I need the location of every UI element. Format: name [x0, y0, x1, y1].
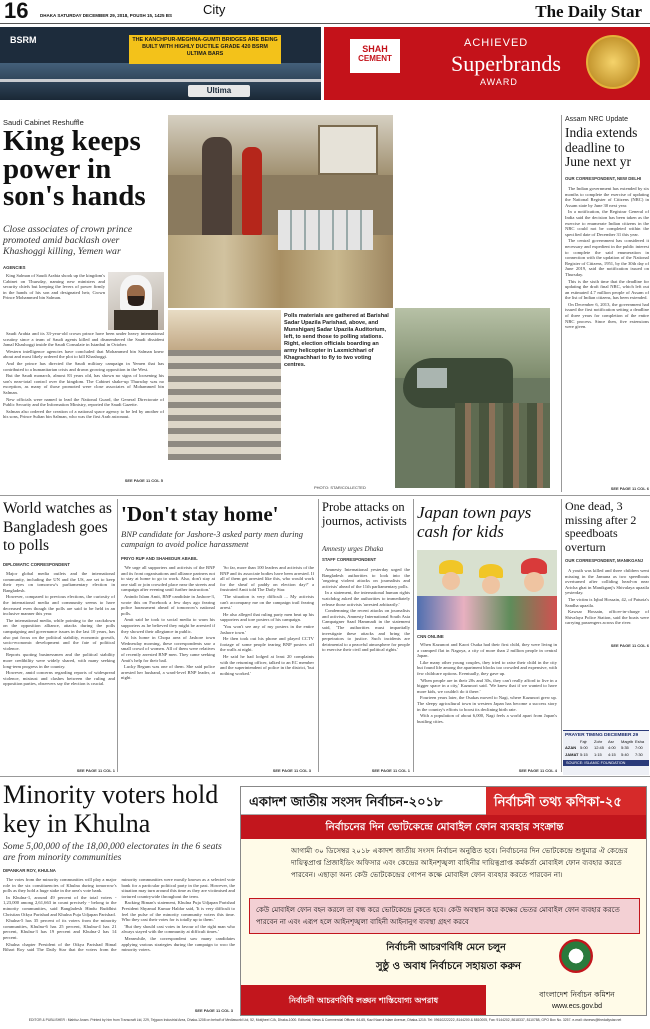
- section-rule: [0, 776, 650, 777]
- japan-para: Fourteen years later, the Osakas moved to Nagi, where Kazunori grew up. The sleepy agricultural town in western Japan has become a success story in the country's efforts to boost its declining birth rate.: [417, 695, 557, 712]
- assam-kicker: Assam NRC Update: [565, 116, 629, 123]
- page-number: 16: [4, 0, 29, 23]
- prayer-timing-box: [563, 730, 649, 775]
- prayer-row-azan: [563, 744, 649, 751]
- crown-prince-photo: [108, 272, 164, 330]
- ec-footer-url: www.ecs.gov.bd: [551, 1003, 603, 1010]
- speedboat-headline: One dead, 3 missing after 2 speedboats overturn: [565, 499, 637, 554]
- world-body: [3, 571, 115, 766]
- kid-face-2: [482, 576, 500, 594]
- japan-kids-photo: [417, 550, 557, 630]
- minority-para: 'But they should cast votes in favour of the right man who always stayed with the community at difficult times.': [121, 923, 235, 935]
- prayer-cell: 1:15: [594, 752, 602, 757]
- assam-headline: India extends deadline to June next yr: [565, 125, 638, 169]
- caption-text: Polls materials are gathered at Barishal Sadar Upazila Parishad, above, and Munshiganj Sadar Upazila Auditorium, left, to send those to polling stations. Right, election officials boarding an army helicopter in Laxmichhari of Khagrachhari to fly to two voting centres.: [284, 313, 389, 368]
- world-continued: SEE PAGE 11 COL 1: [76, 768, 115, 773]
- ec-title-right: নির্বাচনী তথ্য কণিকা-২৫: [494, 795, 622, 810]
- award-text: AWARD: [480, 77, 518, 87]
- japan-para: 'When people are in their 20s and 30s, they can't really afford to live in a bigger space in a city,' Kazunori said. 'We knew that if we wanted to have more kids, we couldn't do it there.': [417, 677, 557, 694]
- section-name: City: [203, 2, 226, 17]
- prayer-cell: 5:15: [580, 752, 588, 757]
- minority-para: Backing Biman's statement, Khulna Puja Udjapan Parishad President Shyamal Kumar Haldar said, 'It is very difficult to feel the pulse of the minority community voters this time. Who they cast their votes for is totally up to them.': [121, 900, 235, 923]
- prayer-cell: 4:15: [608, 752, 616, 757]
- minority-continued: SEE PAGE 11 COL 3: [194, 1008, 233, 1013]
- prayer-cell: 4:00: [608, 745, 616, 750]
- stayhome-para: 'The situation is very difficult ... My activists can't accompany me on the campaign trail fearing arrest.': [220, 593, 314, 611]
- assam-para: On December 6, 2013, the government had issued the first notification setting a deadline of three years for completion of the entire NRC process. Since then, five extensions were given.: [565, 301, 649, 330]
- column-rule: [561, 115, 562, 492]
- ballot-boxes: [278, 210, 373, 250]
- shah-brand-1: SHAH: [362, 44, 388, 54]
- world-headline: World watches as Bangladesh goes to polls: [3, 500, 112, 554]
- photo-credit: PHOTO: STAR/COLLECTED: [314, 485, 366, 490]
- stayhome-para: He said he had lodged at least 20 complaints with the returning officer, talked to an EC member and the superintendent of police in the district, 'but nothing worked.': [220, 653, 314, 676]
- saudi-continued: SEE PAGE 11 COL 5: [124, 478, 163, 483]
- minority-para: Khulna chapter President of the Oikya Parishad Bimal Bihari Roy said The Daily Star that the voters from the minority communities were mostly known as a selected vote bank for a particular political party in the past. However, the situation may turn around this time as they are victimised and tortured countrywide throughout the term.: [3, 877, 235, 953]
- kids-clothes: [417, 596, 557, 630]
- stayhome-para: Amit said he took to social media to warn his supporters as he believed they might be arrested if they showed their allegiance in public.: [121, 617, 215, 634]
- assam-para: This is the sixth time that the deadline for updating the draft final NRC, which left out an estimated 4.7 million people of Assam of the list of Indian citizens, has been extended.: [565, 278, 649, 301]
- world-para: However, amid concerns regarding reports of widespread violence, mistrust and clashes between the ruling and opposition parties, observers say the election is crucial.: [3, 670, 115, 687]
- paper-logo: The Daily Star: [535, 2, 642, 21]
- ec-slogan-2: সুষ্ঠু ও অবাধ নির্বাচনে সহায়তা করুন: [376, 961, 521, 972]
- prayer-cell: 5:40: [621, 752, 629, 757]
- stayhome-byline: PRIYO RUP AND SHAHEDUR ABABIL: [121, 556, 198, 561]
- saudi-byline: AGENCIES: [3, 265, 26, 270]
- superbrands-text: Superbrands: [451, 51, 561, 76]
- ultima-logo: [188, 85, 250, 97]
- saudi-para: Saudi Arabia and its 33-year-old crown prince have been under heavy international scrutiny since a team of Saudi agents killed and dismembered the Saudi dissident Jamal Khashoggi inside the Saudi Consulate in Istanbul in October.: [3, 331, 164, 348]
- column-rule: [318, 499, 319, 772]
- saudi-para: But the Saudi monarch, almost 83 years old, has shown no signs of loosening his son's near-total control over the kingdom. The Cabinet shake-up Thursday was no exception, as many of those promoted were close associates of Mohammed bin Salman.: [3, 373, 164, 395]
- hall-wall: [168, 310, 281, 350]
- photo-helicopter: [395, 115, 396, 116]
- stayhome-para: He also alleged that ruling party men beat up his supporters and tore posters of his campaign.: [220, 611, 314, 623]
- photo-caption: [284, 313, 392, 450]
- helicopter-window: [417, 368, 447, 388]
- speedboat-body: [565, 568, 649, 641]
- assam-para: In a notification, the Registrar General of India said the decision has been taken as the exercise to enumerate Indian citizens in the NRC could not be completed within the specified date of December 31 this year.: [565, 209, 649, 237]
- japan-para: When Kazunori and Kaori Osaka had their first child, they were living in a cramped flat in Nagoya, a city of more than 2 million people in central Japan.: [417, 642, 557, 659]
- shah-brand-2: CEMENT: [358, 54, 392, 63]
- prayer-cell: 5:00: [580, 745, 588, 750]
- stayhome-para: 'So far, more than 100 leaders and activists of the BNP and its associate bodies have been arrested. If all of them get arrested like this, who would work for the sheaf of paddy on election day?' a frustrated Amit told The Daily Star.: [220, 565, 314, 593]
- column-rule: [117, 499, 118, 772]
- assam-para: The Indian government has extended by six months to complete the exercise of updating the National Register of Citizens (NRC) in Assam state by June 30 next year.: [565, 186, 649, 208]
- imprint: EDITOR & PUBLISHER : Mahfuz Anam. Printed by him from Transcraft Ltd, 229, Tejgaon Industrial Area, Dhaka-1208 on behalf of Mediaworld Ltd, 52, Motijheel C/A, Dhaka-1000. Editorial, News & Commercial Offices: 64-65, Kazi Nazrul Islam Avenue, Dhaka-1215. Tel: 09610222222, 8144200 & 8810005, Fax: 9144202, 8618337, 8110788, GPO Box No. 3257. e-mail: dsnews@thedailystar.net: [28, 1018, 622, 1022]
- stayhome-body: [121, 565, 314, 765]
- stayhome-para: 'We urge all supporters and activists of the BNP and its front organisations and alliance partners not to stay at home to go to work. Also, don't stay at one stall or join crowded place near the streets and campaign after evening until further instruction.': [121, 565, 215, 593]
- japan-para: Like many other young couples, they tried to raise their child in the city but found life among the apartment blocks too crowded and expensive, with few childcare options. Eventually, they gave up.: [417, 659, 557, 676]
- prayer-col: Fajr: [580, 739, 587, 744]
- shah-logo-box: [350, 39, 400, 73]
- saudi-para: And the prince has directed the Saudi military campaign in Yemen that has contributed to a humanitarian crisis and drawn growing opposition in the West.: [3, 360, 164, 372]
- bridge-deck: [0, 79, 321, 82]
- prayer-row-jamat: [563, 751, 649, 758]
- stayhome-para: Lucky Begum was one of them. She said police arrested her husband, a ward-level BNP leader, at night.: [121, 664, 215, 681]
- ec-logo: [559, 939, 593, 973]
- assam-body: [565, 186, 649, 486]
- prayer-cell: JAMAT: [565, 752, 579, 757]
- shah-cement-ad: [324, 27, 650, 100]
- probe-body: [322, 567, 410, 765]
- man-red: [242, 147, 262, 235]
- ec-para-2: কেউ মোবাইল ফোন বহন করলে তা বন্ধ করে ভোটকেন্দ্রে ঢুকতে হবে। কেউ অবস্থান করে কক্ষের ভেতর মোবাইল ফোন ব্যবহার করতে পারবেন না এবং এরূপ হলে আইনশৃঙ্খলা বাহিনী আইনানুগ ব্যবস্থা গ্রহণ করবে: [249, 898, 640, 934]
- saudi-body-lower: [3, 331, 164, 474]
- ec-banner: নির্বাচনের দিন ভোটকেন্দ্রে মোবাইল ফোন ব্যবহার সংক্রান্ত: [241, 815, 647, 839]
- japan-headline: Japan town pays cash for kids: [417, 503, 532, 541]
- minority-body: [3, 877, 235, 1007]
- minority-byline: DIPANKAR ROY, KHULNA: [3, 868, 56, 873]
- japan-continued: SEE PAGE 11 COL 4: [518, 768, 557, 773]
- minority-para: Meanwhile, the correspondent saw many candidates applying various strategies during the campaign to woo the minority voters.: [121, 935, 235, 953]
- ec-ad: [240, 786, 647, 1016]
- saudi-standfirst: Close associates of crown prince promoted amid backlash over Khashoggi killing, Yemen war: [3, 224, 133, 257]
- prayer-source: SOURCE: ISLAMIC FOUNDATION: [563, 760, 649, 766]
- japan-para: With a population of about 6,000, Nagi feels a world apart from Japan's bustling cities.: [417, 713, 557, 724]
- ultima-label: Ultima: [206, 86, 232, 95]
- probe-para: In a statement, the international human rights watchdog asked the authorities to immediately release those activists 'arrested arbitrarily.': [322, 590, 410, 607]
- probe-para: Condemning the recent attacks on journalists and activists, Amnesty International South Asia Campaigner Saad Hammadi in the statement said, 'The authorities must impartially investigate these attacks and bring the perpetrators to justice. Such incidents are detrimental to a peaceful atmosphere for people to exercise their civil and political rights.': [322, 608, 410, 653]
- ec-footer-org: বাংলাদেশ নির্বাচন কমিশন: [539, 990, 615, 999]
- stayhome-para: 'You won't see any of my posters in the entire Jashore town.': [220, 623, 314, 635]
- achieved-text: ACHIEVED: [464, 37, 529, 49]
- japan-body: [417, 642, 557, 765]
- world-para: Major global media outlets and the international community, including the UN and the US, are set to keep their eyes on tomorrow's parliamentary election in Bangladesh.: [3, 571, 115, 593]
- bsrm-logo: BSRM: [10, 35, 37, 45]
- ec-footer-left: নির্বাচনী আচরণবিধি লঙ্ঘন শাস্তিযোগ্য অপরাধ: [241, 985, 486, 1016]
- saudi-para: Salman also ordered the creation of a national space agency to be led by another of his sons, Prince Sultan bin Salman, who was the first Arab astronaut.: [3, 408, 164, 420]
- world-para: Reports quoting businessmen and the political stability more credibility were widely shared, with many seeking long-term progress in the country.: [3, 652, 115, 669]
- section-rule: [0, 495, 650, 496]
- speedboat-para: A youth was killed and three children went missing in the Jamuna as two speedboats overturned after colliding head-on near Aricha ghat in Manikganj's Shivalaya upazila yesterday.: [565, 568, 649, 596]
- probe-standfirst: Amnesty urges Dhaka: [322, 545, 384, 553]
- date-line: DHAKA SATURDAY DECEMBER 29, 2018, POUSH 15, 1425 BS: [40, 13, 173, 18]
- saudi-kicker: Saudi Cabinet Reshuffle: [3, 118, 84, 127]
- bsrm-headline-box: [129, 35, 281, 64]
- prayer-cell: 12:45: [594, 745, 605, 750]
- window: [318, 125, 378, 175]
- ec-para-1: আগামী ৩০ ডিসেম্বর ২০১৮ একাদশ জাতীয় সংসদ নির্বাচন অনুষ্ঠিত হবে। নির্বাচনের দিন ভোটকেন্দ্রে শুধুমাত্র ঐ কেন্দ্রের দায়িত্বপ্রাপ্ত প্রিজাইডিং অফিসার এবং কেন্দ্রের আইনশৃঙ্খলা বাহিনীর দায়িত্বপ্রাপ্ত কর্মকর্তা মোবাইল ফোন ব্যবহার করতে পারবেন। এছাড়া অন্য কেউ ভোটকেন্দ্রের গোপন কক্ষে মোবাইল ফোন ব্যবহার করতে পারবেন না।: [291, 846, 628, 879]
- minority-standfirst: Some 5,00,000 of the 18,00,000 electorates in the 6 seats are from minority communities: [3, 841, 222, 863]
- speedboat-byline: OUR CORRESPONDENT, MANIKGANJ: [565, 558, 644, 563]
- prayer-col: Magrib: [621, 739, 634, 744]
- prayer-cell: 7:30: [635, 752, 643, 757]
- stayhome-para: At his home in Chopa area of Jashore town Wednesday morning, these correspondents saw a small crowd of women. All of them were relatives of recently arrested BNP men. They came seeking Amit's help for their bail.: [121, 635, 215, 663]
- world-para: However, compared to previous elections, the curiosity of the international media and community seems to have decreased even though the polls are said to be held in an inclusive manner this year.: [3, 594, 115, 617]
- stayhome-para: He then took out his phone and played CCTV footage of some people tearing BNP posters off the walls at night.: [220, 636, 314, 653]
- ec-title-left-box: [241, 787, 486, 815]
- japan-byline: CNN ONLINE: [417, 634, 444, 639]
- probe-headline: Probe attacks on journos, activists: [322, 500, 407, 528]
- stayhome-standfirst: BNP candidate for Jashore-3 asked party men during campaign to avoid police harassment: [121, 529, 304, 549]
- saudi-body: [3, 273, 105, 330]
- photo-army-helicopter: [395, 308, 550, 488]
- box-rows: [168, 350, 281, 460]
- assam-para: The central government has considered it necessary and expedient in the public interest to complete the said enumeration in connection with the updation of the National Register of Citizens, 1951, by the 30th day of June 2019, said the notification issued on Thursday.: [565, 238, 649, 277]
- saudi-para: Western intelligence agencies have concluded that Mohammed bin Salman knew about and most likely ordered the plot to kill Khashoggi.: [3, 348, 164, 360]
- prayer-cell: 7:00: [635, 745, 643, 750]
- minority-para: The votes from the minority communities will play a major role in the six constituencies of Khulna during tomorrow's polls as they hold a huge stake in the area's vote bank.: [3, 877, 117, 894]
- saudi-headline: King keeps power in son's hands: [3, 125, 146, 212]
- probe-para: Amnesty International yesterday urged the Bangladesh authorities to look into the 'ongoing violent attacks on journalists and activists' ahead of the 11th parliamentary polls.: [322, 567, 410, 589]
- minority-para: Khulna-5 has 35 percent of its voters from the minority communities, Khulna-6 has 25 percent, Khulna-4 has 21 percent, Khulna-3 has 19 percent and Khulna-2 has 14 percent.: [3, 918, 117, 940]
- probe-byline: STAFF CORRESPONDENT: [322, 557, 377, 562]
- prayer-title: PRAYER TIMING DECEMBER 29: [565, 733, 639, 738]
- speedboat-para: The victim is Iqbal Hossain, 42, of Paturia's Sandha upazila.: [565, 596, 649, 608]
- prayer-col: Asr: [608, 739, 614, 744]
- stayhome-continued: SEE PAGE 11 COL 3: [272, 768, 311, 773]
- robe: [114, 310, 158, 330]
- speedboat-continued: SEE PAGE 11 COL 6: [610, 643, 649, 648]
- ec-slogan-1: নির্বাচনী আচরণবিধি মেনে চলুন: [386, 942, 506, 953]
- column-rule: [413, 499, 414, 772]
- saudi-para: New officials were named to lead the National Guard, the General Directorate of Public Security and the Information Ministry, reported the Saudi Gazette.: [3, 396, 164, 408]
- masthead: [0, 0, 650, 24]
- column-rule: [561, 499, 562, 772]
- ec-title-right-box: [486, 787, 647, 815]
- minority-para: In Khulna-1, around 49 percent of the total voters - 1,23,000 among 2,61,663 in count precisely - belong to the minority communities, said Bangladesh Hindu Buddhist Christian Oikya Parishad and Khulna Puja Udjapan Parishad.: [3, 894, 117, 917]
- prayer-col: Zohr: [594, 739, 603, 744]
- minority-headline: Minority voters hold key in Khulna: [3, 780, 219, 838]
- prayer-cell: 5:35: [621, 745, 629, 750]
- kid-face-3: [524, 572, 544, 592]
- bsrm-headline: THE KANCHPUR-MEGHNA-GUMTI BRIDGES ARE BEING BUILT WITH HIGHLY DUCTILE GRADE 420 BSRM ULTIMA BARS: [132, 37, 278, 57]
- soldiers: [455, 403, 550, 488]
- speedboat-para: Kawsar Hossain, officer-in-charge of Shivalaya Police Station, said the boats were carrying passengers across the river.: [565, 609, 649, 626]
- ec-title-left: একাদশ জাতীয় সংসদ নির্বাচন-২০১৮: [249, 795, 443, 810]
- assam-continued: SEE PAGE 11 COL 6: [610, 486, 649, 491]
- saudi-para: King Salman of Saudi Arabia shook up the kingdom's Cabinet on Thursday, naming new ministers and security chiefs but keeping the levers of power firmly in the hands of his son and designated heir, Crown Prince Mohammed bin Salman.: [3, 273, 105, 301]
- photo-barishal: [168, 115, 393, 308]
- photo-munshiganj: [168, 310, 281, 460]
- stayhome-headline: 'Don't stay home': [121, 502, 279, 526]
- probe-continued: SEE PAGE 11 COL 1: [371, 768, 410, 773]
- prayer-cell: AZAN: [565, 745, 577, 750]
- bsrm-ad: [0, 27, 321, 100]
- world-byline: DIPLOMATIC CORRESPONDENT: [3, 562, 71, 567]
- world-para: The international media, while pointing to the crackdown on the opposition alliance, attacks during the polls campaigning and governance issues in the last 10 years, has also put focus on the political stability, economic growth, socio-economic development and the fate of political violence.: [3, 617, 115, 651]
- stayhome-para: Anindo Islam Amit, BNP candidate in Jashore-3, wrote this on Facebook a few days ago fearing police harassment ahead of tomorrow's national polls.: [121, 593, 215, 616]
- beard: [128, 296, 144, 306]
- superbrands-seal: [586, 35, 640, 89]
- prayer-col: Esha: [635, 739, 645, 744]
- kid-face-1: [442, 572, 460, 590]
- assam-byline: OUR CORRESPONDENT, NEW DELHI: [565, 176, 642, 181]
